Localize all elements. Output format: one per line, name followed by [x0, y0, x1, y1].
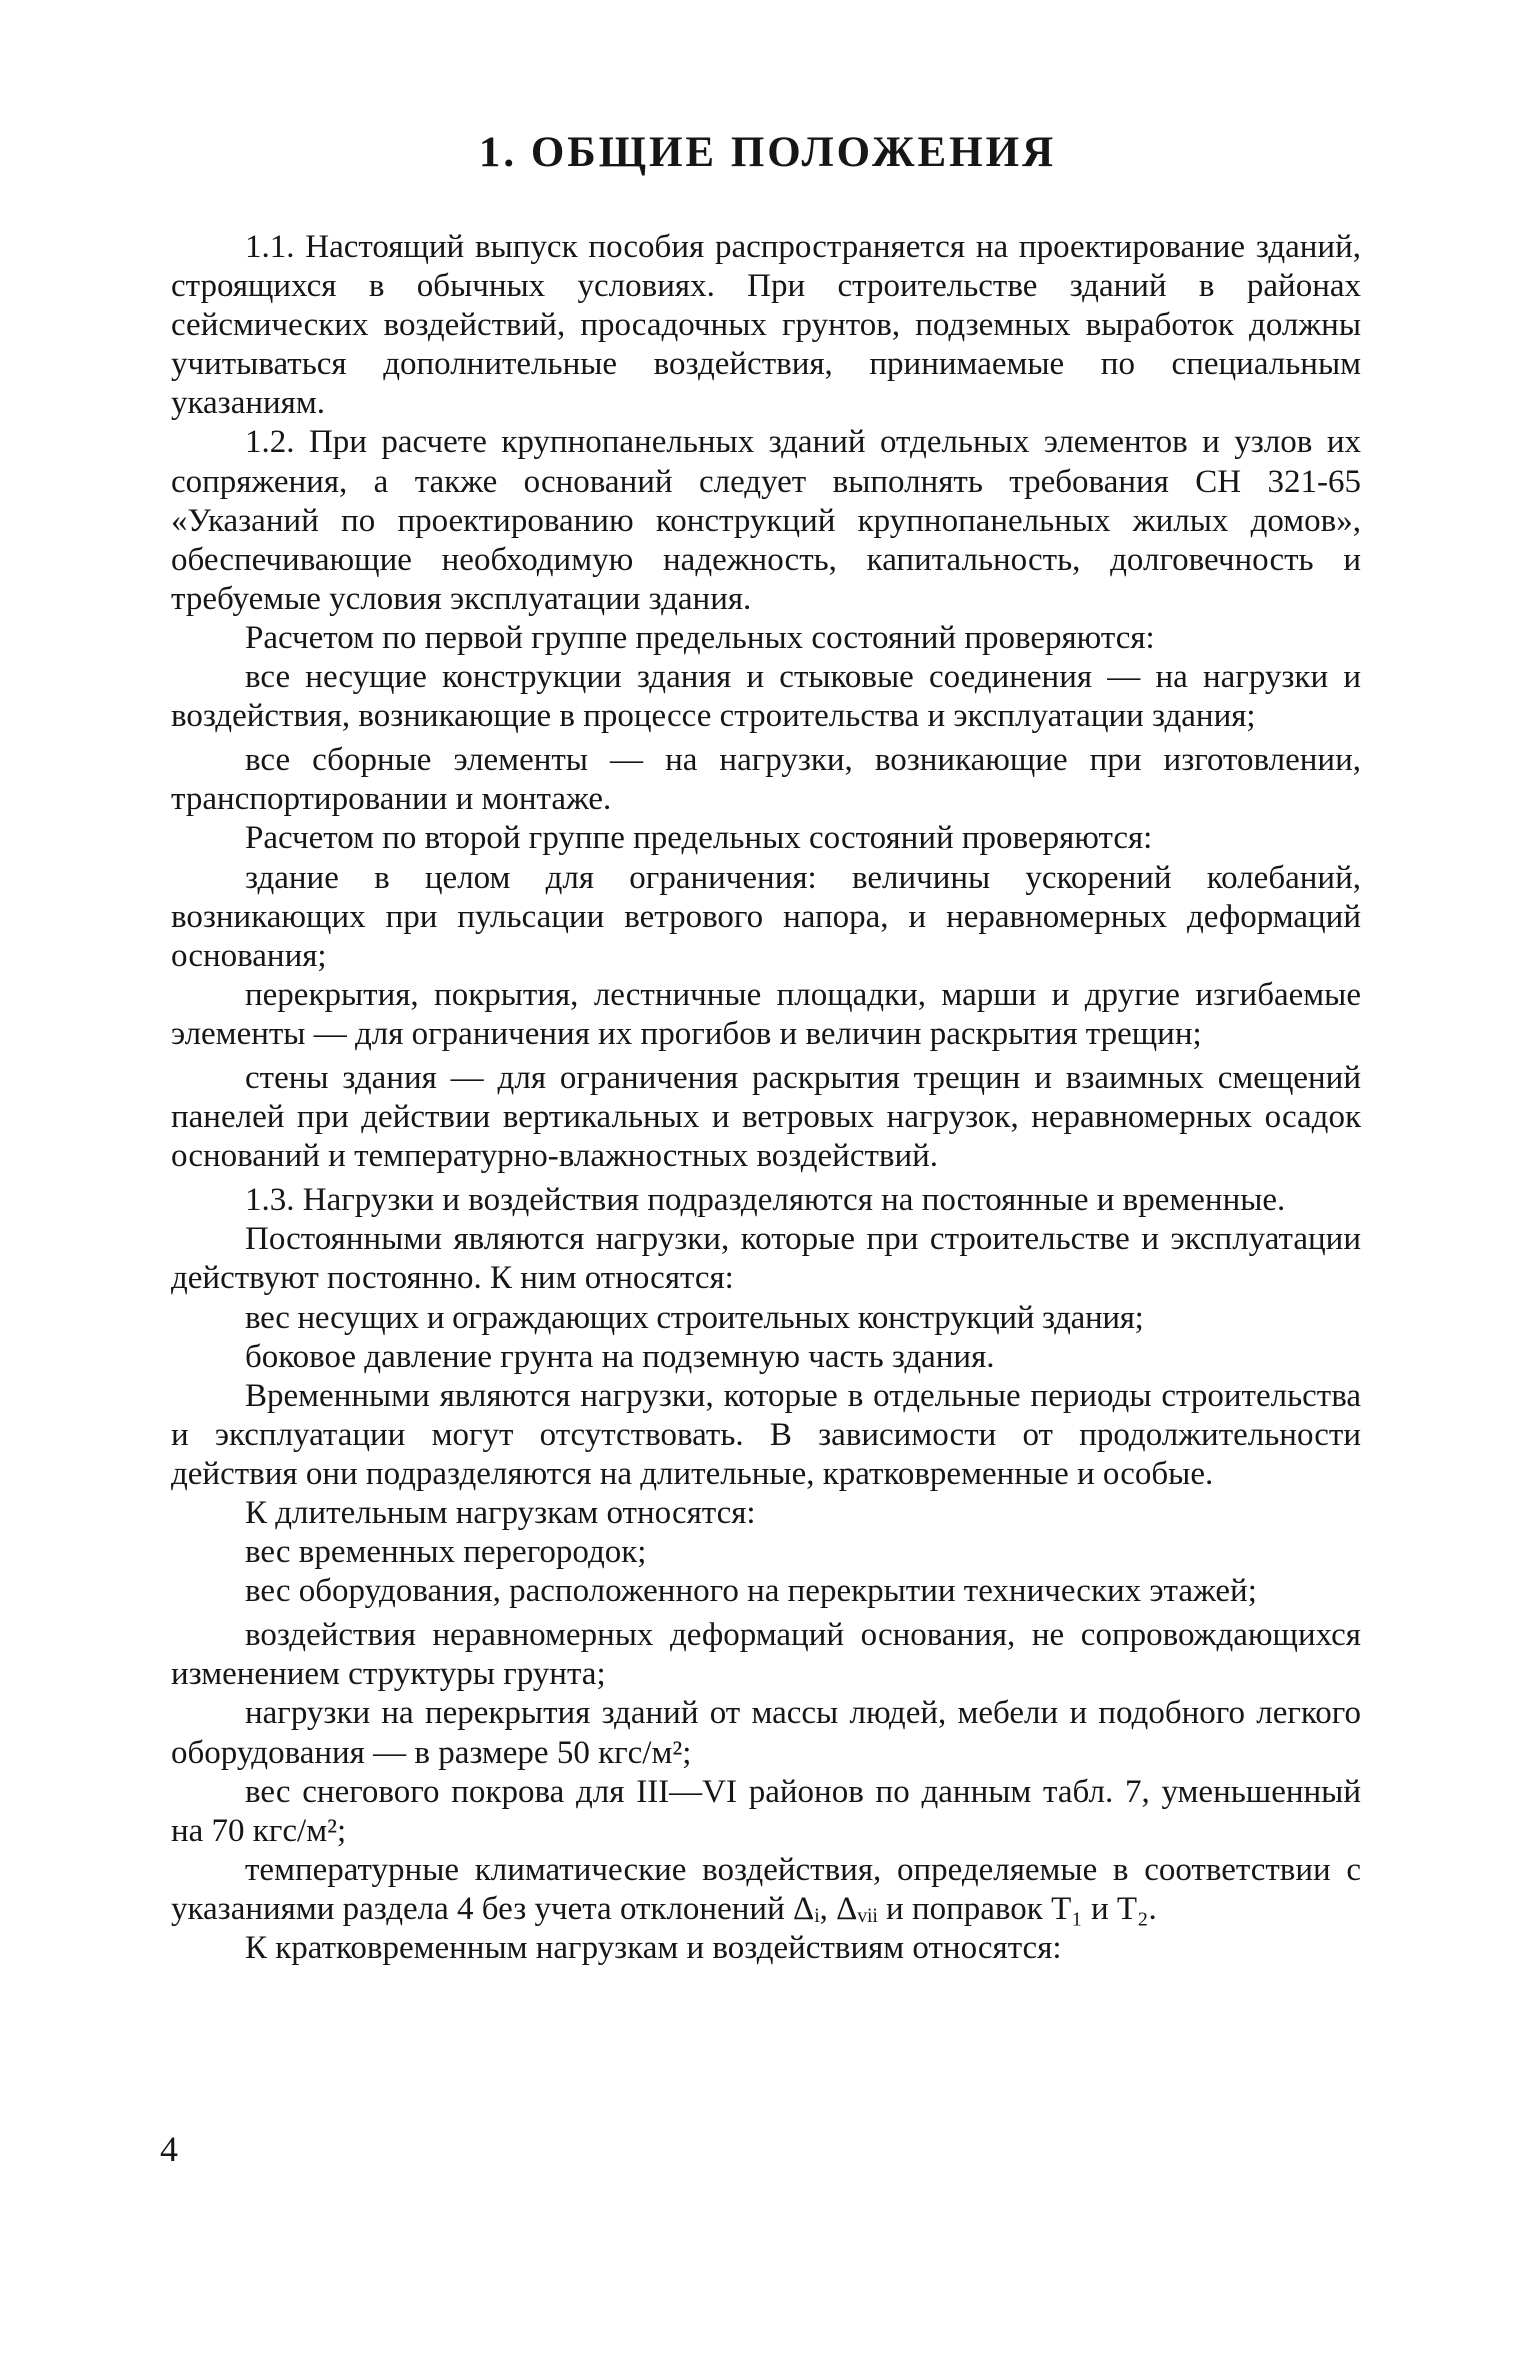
- section-heading: 1. ОБЩИЕ ПОЛОЖЕНИЯ: [478, 129, 1057, 176]
- paragraph-long-term-item-4: нагрузки на перекрытия зданий от массы людей, мебели и подобного легкого оборудования — в размере 50 кгс/м²;: [171, 1695, 1361, 1771]
- paragraph-permanent-item-1: вес несущих и ограждающих строительных конструкций здания;: [245, 1299, 1144, 1336]
- paragraph-group-two-item-3: стены здания — для ограничения раскрытия трещин и взаимных смещений панелей при действии вертикальных и ветровых нагрузок, неравномерных осадок оснований и температурно-влажностных воздействий.: [171, 1059, 1361, 1175]
- paragraph-1-2: 1.2. При расчете крупнопанельных зданий отдельных элементов и узлов их сопряжения, а также оснований следует выполнять требования СН 321-65 «Указаний по проектированию конструкций крупнопанельных жилых домов», обеспечивающие необходимую надежность, капитальность, долговечность и требуемые условия эксплуатации здания.: [171, 424, 1361, 617]
- paragraph-group-one-item-2: все сборные элементы — на нагрузки, возникающие при изготовлении, транспортировании и монтаже.: [171, 742, 1361, 818]
- paragraph-group-one-item-1: все несущие конструкции здания и стыковые соединения — на нагрузки и воздействия, возникающие в процессе строительства и эксплуатации здания;: [171, 659, 1361, 735]
- body-text: [171, 228, 1361, 1968]
- paragraph-group-two-item-2: перекрытия, покрытия, лестничные площадки, марши и другие изгибаемые элементы — для ограничения их прогибов и величин раскрытия трещин;: [171, 976, 1361, 1052]
- paragraph-short-term-intro: К кратковременным нагрузкам и воздействиям относятся:: [245, 1930, 1062, 1967]
- paragraph-group-one-intro: Расчетом по первой группе предельных состояний проверяются:: [245, 619, 1155, 656]
- paragraph-long-term-item-2: вес оборудования, расположенного на перекрытии технических этажей;: [245, 1573, 1257, 1610]
- paragraph-temporary-loads: Временными являются нагрузки, которые в отдельные периоды строительства и эксплуатации могут отсутствовать. В зависимости от продолжительности действия они подразделяются на длительные, кратковременные и особые.: [171, 1377, 1361, 1492]
- paragraph-group-two-item-1: здание в целом для ограничения: величины ускорений колебаний, возникающих при пульсации ветрового напора, и неравномерных деформаций основания;: [171, 859, 1361, 974]
- paragraph-permanent-loads: Постоянными являются нагрузки, которые при строительстве и эксплуатации действуют постоянно. К ним относятся:: [171, 1221, 1361, 1297]
- paragraph-1-3: 1.3. Нагрузки и воздействия подразделяются на постоянные и временные.: [245, 1182, 1286, 1219]
- paragraph-long-term-item-3: воздействия неравномерных деформаций основания, не сопровождающихся изменением структуры грунта;: [171, 1617, 1361, 1693]
- paragraph-long-term-intro: К длительным нагрузкам относятся:: [245, 1495, 756, 1531]
- paragraph-group-two-intro: Расчетом по второй группе предельных состояний проверяются:: [245, 820, 1153, 857]
- paragraph-long-term-item-6: температурные климатические воздействия, определяемые в соответствии с указаниями раздела 4 без учета отклонений Δᵢ, Δᵥᵢᵢ и поправок T₁ и T₂.: [171, 1851, 1361, 1927]
- paragraph-long-term-item-5: вес снегового покрова для III—VI районов по данным табл. 7, уменьшенный на 70 кгс/м²;: [171, 1773, 1361, 1849]
- paragraph-long-term-item-1: вес временных перегородок;: [245, 1534, 647, 1571]
- paragraph-1-1: 1.1. Настоящий выпуск пособия распространяется на проектирование зданий, строящихся в обычных условиях. При строительстве зданий в районах сейсмических воздействий, просадочных грунтов, подземных выработок должны учитываться дополнительные воздействия, принимаемые по специальным указаниям.: [171, 229, 1361, 422]
- page-number: 4: [160, 2129, 178, 2169]
- paragraph-permanent-item-2: боковое давление грунта на подземную часть здания.: [245, 1338, 995, 1375]
